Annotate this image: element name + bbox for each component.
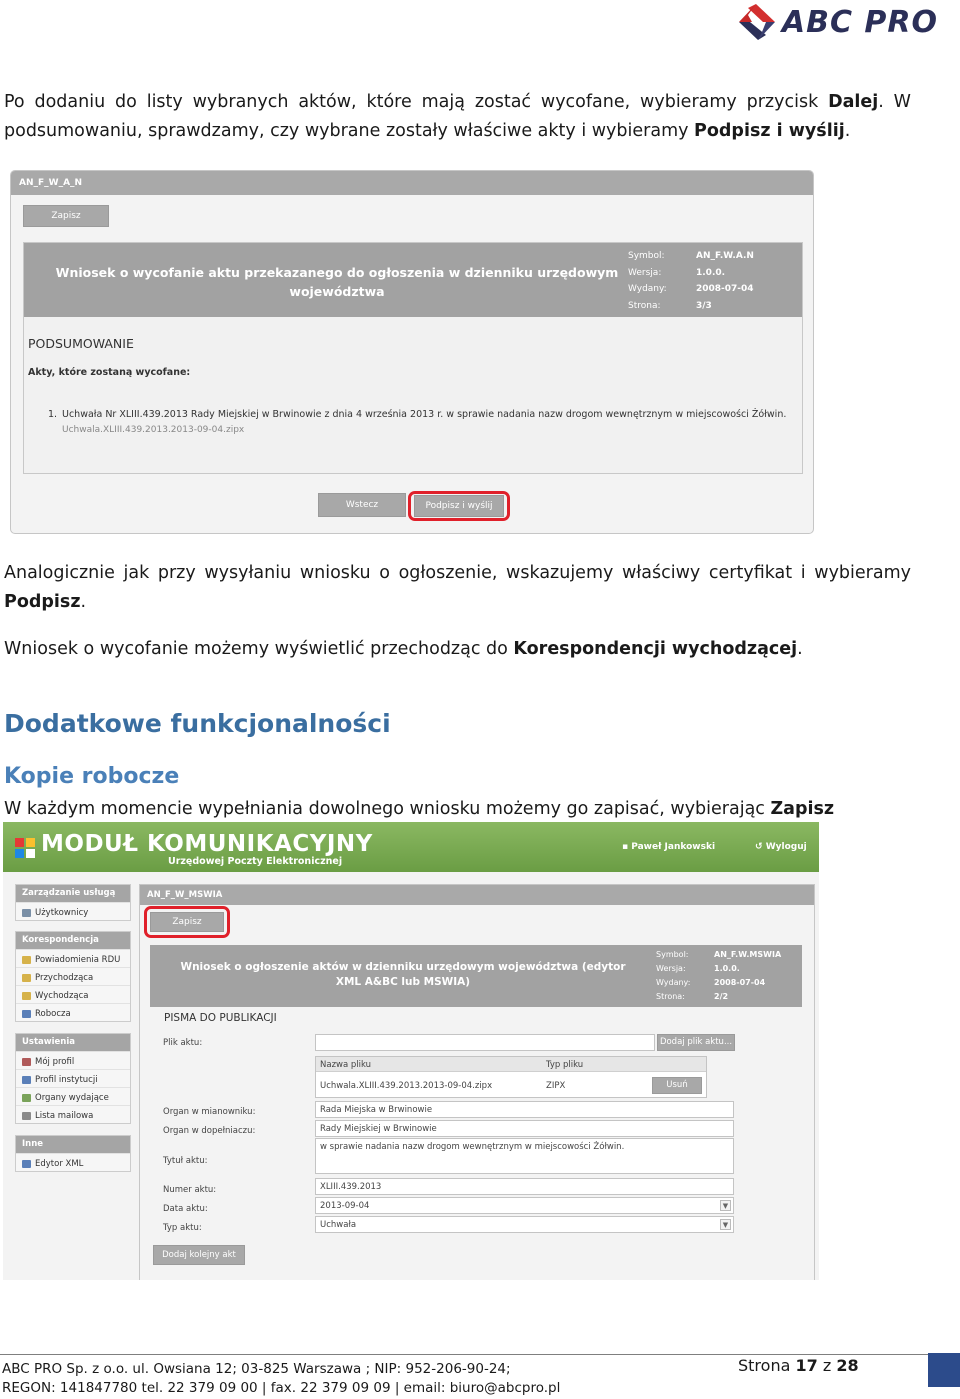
- sidebar-item-label: Organy wydające: [35, 1093, 109, 1103]
- institution-icon: [22, 1076, 31, 1084]
- sidebar-item-label: Mój profil: [35, 1057, 75, 1067]
- form-header: [24, 243, 802, 317]
- back-button[interactable]: Wstecz: [318, 493, 406, 517]
- date-value: 2013-09-04: [320, 1201, 370, 1211]
- file-input[interactable]: [315, 1034, 655, 1051]
- col-file-type: Typ pliku: [546, 1060, 584, 1070]
- list-number: 1.: [48, 409, 58, 420]
- text: . W podsumowaniu, sprawdzamy, czy wybrane zostały właściwe akty i wybieramy: [4, 92, 911, 141]
- save-button[interactable]: Zapisz: [23, 205, 109, 227]
- file-type-cell: ZIPX: [546, 1081, 566, 1091]
- col-file-name: Nazwa pliku: [320, 1060, 372, 1070]
- sidebar-group-management: [15, 884, 131, 921]
- incoming-mail-icon: [22, 974, 31, 982]
- form-title: Wniosek o ogłoszenie aktów w dzienniku urzędowym województwa (edytor XML A&BC lub MSWIA): [180, 961, 626, 988]
- logout-label: Wyloguj: [765, 842, 807, 852]
- text: z: [817, 1356, 837, 1375]
- section-title: PISMA DO PUBLIKACJI: [164, 1012, 277, 1024]
- footer-accent-box: [928, 1353, 960, 1387]
- chevron-down-icon: ▼: [720, 1219, 731, 1230]
- text: .: [80, 592, 87, 612]
- notification-icon: [22, 956, 31, 964]
- file-name-cell: Uchwala.XLIII.439.2013.2013-09-04.zipx: [320, 1081, 493, 1091]
- bold-outgoing: Korespondencji wychodzącej: [513, 639, 798, 659]
- meta-value: 2008-07-04: [696, 284, 754, 294]
- meta-key: Strona:: [656, 992, 685, 1001]
- save-button[interactable]: Zapisz: [150, 912, 224, 932]
- page-current: 17: [795, 1356, 818, 1375]
- page-total: 28: [836, 1356, 859, 1375]
- organ-genitive-field[interactable]: Rady Miejskiej w Brwinowie: [315, 1120, 734, 1137]
- outgoing-paragraph: [4, 635, 911, 664]
- organ-nominative-label: Organ w mianowniku:: [163, 1107, 256, 1117]
- meta-value: AN_F.W.MSWIA: [714, 950, 782, 959]
- sidebar-item-label: Przychodząca: [35, 973, 94, 983]
- footer-address: ABC PRO Sp. z o.o. ul. Owsiana 12; 03-825 Warszawa ; NIP: 952-206-90-24;: [2, 1361, 511, 1377]
- drafts-icon: [22, 1010, 31, 1018]
- date-label: Data aktu:: [163, 1204, 208, 1214]
- mailing-list-icon: [22, 1112, 31, 1120]
- bold-sign-send: Podpisz i wyślij: [694, 121, 845, 141]
- footer-divider: [0, 1354, 930, 1355]
- form-meta: [656, 948, 781, 1004]
- profile-icon: [22, 1058, 31, 1066]
- user-label: Paweł Jankowski: [631, 842, 716, 852]
- chevron-down-icon: ▼: [720, 1200, 731, 1211]
- meta-key: Wydany:: [656, 978, 691, 987]
- text: .: [797, 639, 803, 659]
- app-banner: [3, 822, 819, 872]
- app-title: MODUŁ KOMUNIKACYJNY: [41, 831, 373, 857]
- add-next-act-button[interactable]: Dodaj kolejny akt: [153, 1245, 245, 1265]
- sidebar-group-title: Inne: [16, 1136, 130, 1153]
- form-header: [150, 945, 802, 1007]
- heading-additional-features: Dodatkowe funkcjonalności: [4, 709, 391, 738]
- sidebar-item-my-profile[interactable]: [16, 1051, 130, 1069]
- type-select[interactable]: [315, 1216, 734, 1233]
- user-icon: ▪: [622, 842, 632, 852]
- sidebar-item-users[interactable]: [16, 902, 130, 920]
- users-icon: [22, 909, 31, 917]
- delete-file-button[interactable]: Usuń: [652, 1077, 702, 1094]
- form-panel: [23, 242, 803, 474]
- sidebar-item-label: Użytkownicy: [35, 908, 89, 918]
- sidebar-group-title: Zarządzanie usługą: [16, 885, 130, 902]
- meta-key: Symbol:: [628, 251, 665, 261]
- sidebar-group-title: Korespondencja: [16, 932, 130, 949]
- title-label: Tytuł aktu:: [163, 1156, 208, 1166]
- meta-key: Strona:: [628, 300, 661, 311]
- window-title: AN_F_W_A_N: [11, 171, 813, 195]
- list-item: Uchwała Nr XLIII.439.2013 Rady Miejskiej w Brwinowie z dnia 4 września 2013 r. w sprawie nadania nazw drogom wewnętrznym w miejscowości Żółwin.: [62, 409, 787, 420]
- number-field[interactable]: XLIII.439.2013: [315, 1178, 734, 1195]
- add-file-button[interactable]: Dodaj plik aktu...: [657, 1034, 735, 1051]
- text: W każdym momencie wypełniania dowolnego wniosku możemy go zapisać, wybierając: [4, 799, 771, 819]
- logout-link[interactable]: [755, 842, 807, 852]
- sidebar-item-xml-editor[interactable]: [16, 1153, 130, 1171]
- date-select[interactable]: [315, 1197, 734, 1214]
- xml-editor-icon: [22, 1160, 31, 1168]
- logo-mark-icon: [738, 3, 776, 41]
- meta-key: Wydany:: [628, 284, 667, 294]
- sidebar-item-label: Powiadomienia RDU: [35, 955, 121, 965]
- sidebar-item-incoming[interactable]: [16, 967, 130, 985]
- app-logo-icon: [15, 838, 35, 858]
- type-value: Uchwała: [320, 1220, 357, 1230]
- meta-value: 1.0.0.: [714, 964, 740, 973]
- text: Po dodaniu do listy wybranych aktów, które mają zostać wycofane, wybieramy przycisk: [4, 92, 829, 112]
- sidebar-item-issuing-bodies[interactable]: [16, 1087, 130, 1105]
- sidebar-group-settings: [15, 1033, 131, 1124]
- logo-text: ABC PRO: [781, 4, 938, 40]
- text: .: [844, 121, 851, 141]
- certificate-paragraph: [4, 559, 911, 617]
- module-screenshot: [3, 822, 819, 1280]
- organ-genitive-label: Organ w dopełniaczu:: [163, 1126, 256, 1136]
- meta-value: AN_F.W.A.N: [696, 251, 754, 261]
- drafts-paragraph: [4, 795, 911, 824]
- form-title: Wniosek o wycofanie aktu przekazanego do ogłoszenia w dzienniku urzędowym województwa: [55, 265, 619, 299]
- sign-and-send-button[interactable]: Podpisz i wyślij: [414, 495, 504, 517]
- meta-key: Wersja:: [656, 964, 686, 973]
- meta-value: 3/3: [696, 300, 712, 311]
- file-label: Plik aktu:: [163, 1038, 203, 1048]
- outgoing-mail-icon: [22, 992, 31, 1000]
- form-meta: [628, 248, 754, 314]
- logout-icon: ↺: [755, 842, 766, 852]
- meta-key: Wersja:: [628, 267, 662, 278]
- sidebar-item-label: Edytor XML: [35, 1159, 84, 1169]
- summary-screenshot: [10, 170, 814, 534]
- bold-sign: Podpisz: [4, 592, 81, 612]
- footer-contact: REGON: 141847780 tel. 22 379 09 00 | fax. 22 379 09 09 | email: biuro@abcpro.pl: [2, 1380, 561, 1396]
- text: Wniosek o wycofanie możemy wyświetlić przechodząc do: [4, 639, 514, 659]
- sidebar-group-correspondence: [15, 931, 131, 1022]
- heading-drafts: Kopie robocze: [4, 764, 180, 789]
- sidebar-group-title: Ustawienia: [16, 1034, 130, 1051]
- list-heading: Akty, które zostaną wycofane:: [28, 367, 191, 378]
- bold-save: Zapisz: [770, 799, 835, 819]
- text: Strona: [738, 1356, 796, 1375]
- abc-pro-logo: [738, 2, 938, 42]
- sidebar-group-other: [15, 1135, 131, 1172]
- window-title: AN_F_W_MSWIA: [140, 885, 814, 905]
- section-title: PODSUMOWANIE: [28, 336, 134, 351]
- sidebar-item-mailing-list[interactable]: [16, 1105, 130, 1123]
- sidebar-item-outgoing[interactable]: [16, 985, 130, 1003]
- sidebar-item-label: Wychodząca: [35, 991, 89, 1001]
- page-number: [738, 1356, 859, 1375]
- sidebar-item-label: Robocza: [35, 1009, 71, 1019]
- meta-value: 1.0.0.: [696, 267, 726, 278]
- intro-paragraph: [4, 88, 911, 146]
- table-header: [316, 1057, 706, 1072]
- list-item-file: Uchwala.XLIII.439.2013.2013-09-04.zipx: [62, 425, 245, 435]
- title-field[interactable]: w sprawie nadania nazw drogom wewnętrznym w miejscowości Żółwin.: [315, 1138, 734, 1174]
- user-name: [622, 842, 715, 852]
- sidebar-item-label: Lista mailowa: [35, 1111, 94, 1121]
- files-table: [315, 1056, 707, 1098]
- meta-value: 2008-07-04: [714, 978, 766, 987]
- sidebar-item-institution-profile[interactable]: [16, 1069, 130, 1087]
- meta-key: Symbol:: [656, 950, 689, 959]
- sidebar-item-drafts[interactable]: [16, 1003, 130, 1021]
- organ-nominative-field[interactable]: Rada Miejska w Brwinowie: [315, 1101, 734, 1118]
- number-label: Numer aktu:: [163, 1185, 217, 1195]
- sidebar-item-notifications[interactable]: [16, 949, 130, 967]
- meta-value: 2/2: [714, 992, 729, 1001]
- app-subtitle: Urzędowej Poczty Elektronicznej: [168, 856, 343, 867]
- sidebar-item-label: Profil instytucji: [35, 1075, 98, 1085]
- bold-next: Dalej: [828, 92, 879, 112]
- text: Analogicznie jak przy wysyłaniu wniosku o ogłoszenie, wskazujemy właściwy certyfikat i wybieramy: [4, 563, 911, 583]
- type-label: Typ aktu:: [163, 1223, 202, 1233]
- issuing-bodies-icon: [22, 1094, 31, 1102]
